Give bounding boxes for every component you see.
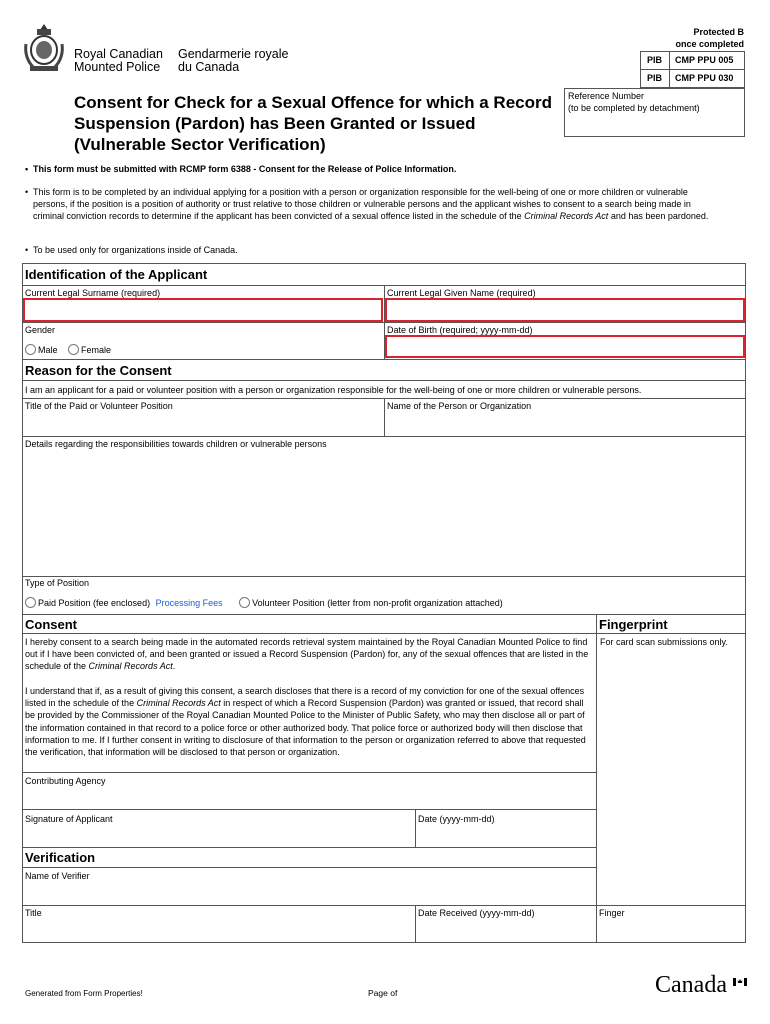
consent-paragraph-2 [25, 685, 595, 758]
given-name-input[interactable] [385, 298, 745, 322]
fingerprint-note: For card scan submissions only. [600, 637, 728, 647]
reference-number-field[interactable] [564, 88, 745, 137]
canada-wordmark-text: Canada [655, 972, 727, 998]
rcmp-crest-icon [22, 22, 66, 74]
verifier-name-label: Name of Verifier [25, 871, 90, 881]
instruction-1: • This form must be submitted with RCMP form 6388 - Consent for the Release of Police Information. [25, 164, 457, 174]
consent-p2-tail: in respect of which a Record Suspension (Pardon) was granted or issued, that record shall be provided by the Commissioner of the Royal Canadian Mounted Police to the Minister of Public Safety, who may then disclose all or part of the information contained in that record to a police force or other authorized body. That police force or authorized body will then disclose that information to me. If I further consent in writing to disclosure of that information to the person or organization referred to above that requested the verification, that information will be disclosed to that person or organization. [25, 698, 586, 758]
pib-code-2: CMP PPU 030 [675, 73, 734, 83]
consent-paragraph-1 [25, 636, 595, 673]
details-input[interactable] [23, 452, 745, 575]
flag-icon [733, 973, 747, 991]
page-number: Page of [368, 988, 398, 998]
fingerprint-heading: Fingerprint [599, 617, 668, 632]
protected-b-notice [675, 26, 744, 50]
org-name-french [178, 48, 288, 74]
instruction-2-act: Criminal Records Act [524, 211, 609, 222]
ref-number-label: Reference Number [568, 91, 645, 101]
org-en-line2: Mounted Police [74, 60, 161, 74]
instruction-3: • To be used only for organizations inside of Canada. [25, 245, 238, 255]
finger-input[interactable] [597, 920, 745, 941]
fingerprint-area[interactable] [597, 650, 745, 905]
consent-heading: Consent [25, 617, 77, 632]
consent-p1-act: Criminal Records Act [88, 661, 173, 672]
position-title-label: Title of the Paid or Volunteer Position [25, 401, 173, 411]
org-en-line1: Royal Canadian [74, 47, 163, 61]
instruction-1-text: This form must be submitted with RCMP form 6388 - Consent for the Release of Police Information. [33, 164, 457, 174]
verification-heading: Verification [25, 850, 96, 865]
protected-line2: once completed [675, 39, 744, 49]
volunteer-position-radio[interactable] [239, 597, 250, 608]
org-name-english [74, 48, 163, 74]
canada-wordmark [655, 972, 727, 998]
gender-female-radio[interactable] [68, 344, 79, 355]
verifier-title-label: Title [25, 908, 42, 918]
page-title: Consent for Check for a Sexual Offence for which a Record Suspension (Pardon) has Been Granted or Issued (Vulnerable Sector Verification) [74, 93, 552, 154]
signature-input[interactable] [23, 826, 414, 846]
volunteer-position-label: Volunteer Position (letter from non-profit organization attached) [252, 598, 503, 608]
org-fr-line2: du Canada [178, 60, 240, 74]
date-received-input[interactable] [416, 920, 595, 941]
gender-male-label: Male [38, 345, 58, 355]
instruction-3-text: To be used only for organizations inside of Canada. [33, 245, 238, 255]
consent-p2-act: Criminal Records Act [136, 698, 221, 709]
contributing-agency-input[interactable] [23, 788, 595, 808]
instruction-2: • This form is to be completed by an individual applying for a position with a person or organization responsible for the well-being of one or more children or vulnerable persons, if the position is a position of authority or trust relative to those children or vulnerable persons and the applicant wishes to consent to a search being made in criminal conviction records to determine if the applicant has been convicted of a sexual offence listed in the schedule of the Criminal Records Act and has been pardoned. [25, 187, 709, 222]
pib-label-2: PIB [647, 73, 663, 83]
dob-input[interactable] [385, 335, 745, 358]
gender-male-radio[interactable] [25, 344, 36, 355]
position-type-options [25, 597, 503, 609]
verifier-name-input[interactable] [23, 883, 595, 904]
details-label: Details regarding the responsibilities towards children or vulnerable persons [25, 439, 327, 449]
surname-input[interactable] [23, 298, 383, 322]
org-fr-line1: Gendarmerie royale [178, 47, 289, 61]
generated-note: Generated from Form Properties! [25, 989, 143, 998]
contributing-agency-label: Contributing Agency [25, 776, 106, 786]
consent-date-label: Date (yyyy-mm-dd) [418, 814, 495, 824]
gender-female-label: Female [81, 345, 112, 355]
pib-table [640, 51, 745, 88]
consent-date-input[interactable] [416, 826, 595, 846]
processing-fees-link[interactable]: Processing Fees [155, 598, 223, 608]
pib-label-1: PIB [647, 55, 663, 65]
dob-label: Date of Birth (required; yyyy-mm-dd) [387, 325, 533, 335]
given-name-label: Current Legal Given Name (required) [387, 288, 536, 298]
reason-statement: I am an applicant for a paid or volunteer position with a person or organization responsible for the well-being of one or more children or vulnerable persons. [25, 385, 642, 395]
surname-label: Current Legal Surname (required) [25, 288, 161, 298]
gender-options [25, 344, 111, 356]
verifier-title-input[interactable] [23, 920, 414, 941]
pib-code-1: CMP PPU 005 [675, 55, 734, 65]
instruction-2-text: This form is to be completed by an individual applying for a position with a person or organization responsible for the well-being of one or more children or vulnerable persons, if the position is a position of authority or trust relative to those children or vulnerable persons and the applicant wishes to consent to a search being made in criminal conviction records to determine if the applicant has been convicted of a sexual offence listed in the schedule of the [33, 187, 691, 222]
position-title-input[interactable] [23, 412, 383, 435]
finger-label: Finger [599, 908, 625, 918]
consent-p1-text: I hereby consent to a search being made in the automated records retrieval system maintained by the Royal Canadian Mounted Police to find out if I have been convicted of, and been granted or issued a Record Suspension (Pardon) for, any of the sexual offences that are listed in the schedule of the [25, 637, 589, 672]
reason-heading: Reason for the Consent [25, 363, 172, 378]
instruction-2-tail: and has been pardoned. [608, 211, 709, 222]
signature-label: Signature of Applicant [25, 814, 113, 824]
consent-p2-text: I understand that if, as a result of giving this consent, a search discloses that there is a record of my conviction for one of the sexual offences listed in the schedule of the [25, 686, 585, 709]
paid-position-label: Paid Position (fee enclosed) [38, 598, 151, 608]
identification-heading: Identification of the Applicant [25, 267, 208, 282]
ref-number-note: (to be completed by detachment) [568, 103, 700, 113]
org-name-input[interactable] [385, 412, 745, 435]
paid-position-radio[interactable] [25, 597, 36, 608]
protected-line1: Protected B [693, 27, 744, 37]
date-received-label: Date Received (yyyy-mm-dd) [418, 908, 535, 918]
gender-label: Gender [25, 325, 56, 335]
org-name-label: Name of the Person or Organization [387, 401, 532, 411]
type-of-position-label: Type of Position [25, 578, 90, 588]
consent-p1-tail: . [172, 661, 176, 672]
